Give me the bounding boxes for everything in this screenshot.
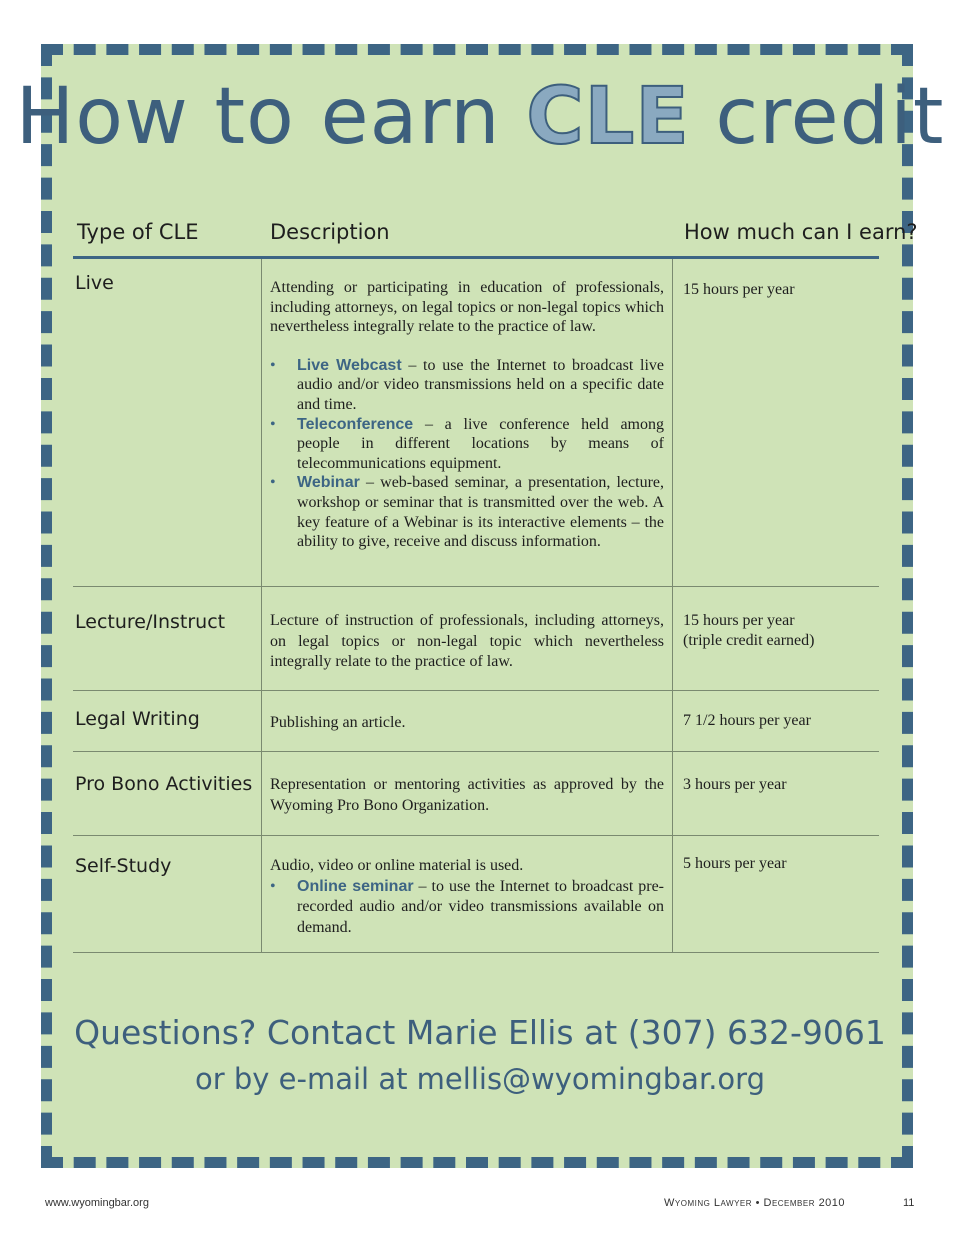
earn-line: 5 hours per year <box>683 855 787 872</box>
row-divider <box>73 952 879 953</box>
description-text: Audio, video or online material is used. <box>270 857 524 874</box>
title-prefix: How to earn <box>15 72 501 162</box>
row-divider <box>73 835 879 836</box>
row-divider <box>73 690 879 691</box>
row-type-legal-writing: Legal Writing <box>75 708 200 730</box>
earn-line: 3 hours per year <box>683 776 787 793</box>
row-earn-live <box>683 280 873 300</box>
list-item <box>270 415 664 474</box>
contact-email-line: or by e-mail at mellis@wyomingbar.org <box>194 1062 765 1096</box>
row-type-self-study: Self-Study <box>75 855 172 877</box>
row-earn-pro-bono <box>683 775 873 795</box>
row-earn-self-study <box>683 854 873 874</box>
row-type-pro-bono: Pro Bono Activities <box>75 773 253 795</box>
contact-phone-line: Questions? Contact Marie Ellis at (307) 632-9061 <box>74 1013 886 1052</box>
list-item <box>270 356 664 415</box>
footer-publication: Wyoming Lawyer • December 2010 <box>664 1197 846 1209</box>
header-earn: How much can I earn? <box>684 220 918 244</box>
row-description-live <box>270 278 664 552</box>
term-definition: – to use the Internet to broadcast live audio and/or video transmissions held on a specific date and time. <box>297 356 665 413</box>
row-earn-lecture <box>683 611 873 651</box>
bullet-icon: • <box>270 356 276 374</box>
description-text: Attending or participating in education of professionals, including attorneys, on legal topics or non-legal topics which nevertheless integrally relate to the practice of law. <box>270 279 664 336</box>
title-cle: CLE <box>526 72 690 162</box>
bullet-icon: • <box>270 877 276 895</box>
earn-line: 7 1/2 hours per year <box>683 712 811 729</box>
term-live-webcast: Live Webcast <box>297 356 402 374</box>
bullet-list <box>270 356 664 552</box>
page-title <box>0 72 960 162</box>
term-definition: – a live conference held among people in different locations by means of telecommunications equipment. <box>297 415 664 472</box>
header-description: Description <box>270 220 390 244</box>
column-divider <box>261 259 262 953</box>
bullet-icon: • <box>270 415 276 433</box>
footer-url[interactable]: www.wyomingbar.org <box>45 1197 149 1209</box>
header-type: Type of CLE <box>77 220 199 244</box>
term-definition: – web-based seminar, a presentation, lecture, workshop or seminar that is transmitted over the web. A key feature of a Webinar is its interactive elements – the ability to give, receive and discuss information. <box>297 474 664 551</box>
term-online-seminar: Online seminar <box>297 877 414 895</box>
row-description-pro-bono: Representation or mentoring activities as approved by the Wyoming Pro Bono Organization. <box>270 776 664 814</box>
bullet-icon: • <box>270 474 276 492</box>
row-description-self-study <box>270 856 664 938</box>
row-description-lecture: Lecture of instruction of professionals, including attorneys, on legal topics or non-legal topic which nevertheless integrally relate to the practice of law. <box>270 612 664 670</box>
row-divider <box>73 586 879 587</box>
header-rule <box>73 256 879 259</box>
row-description-legal-writing: Publishing an article. <box>270 714 406 731</box>
row-divider <box>73 751 879 752</box>
column-divider <box>672 259 673 953</box>
page-number: 11 <box>903 1197 915 1209</box>
bullet-list <box>270 877 664 939</box>
earn-line: 15 hours per year <box>683 281 795 298</box>
row-type-live: Live <box>75 272 114 294</box>
term-webinar: Webinar <box>297 474 360 492</box>
list-item <box>270 473 664 551</box>
earn-line: 15 hours per year <box>683 612 795 629</box>
row-earn-legal-writing <box>683 711 873 731</box>
earn-line: (triple credit earned) <box>683 632 815 649</box>
row-type-lecture: Lecture/Instruct <box>75 611 226 633</box>
title-suffix: credit <box>715 72 945 162</box>
dashed-border-frame <box>41 44 913 1168</box>
term-definition: – to use the Internet to broadcast pre-recorded audio and/or video transmissions available on demand. <box>297 877 665 936</box>
list-item <box>270 877 664 939</box>
term-teleconference: Teleconference <box>297 415 414 433</box>
